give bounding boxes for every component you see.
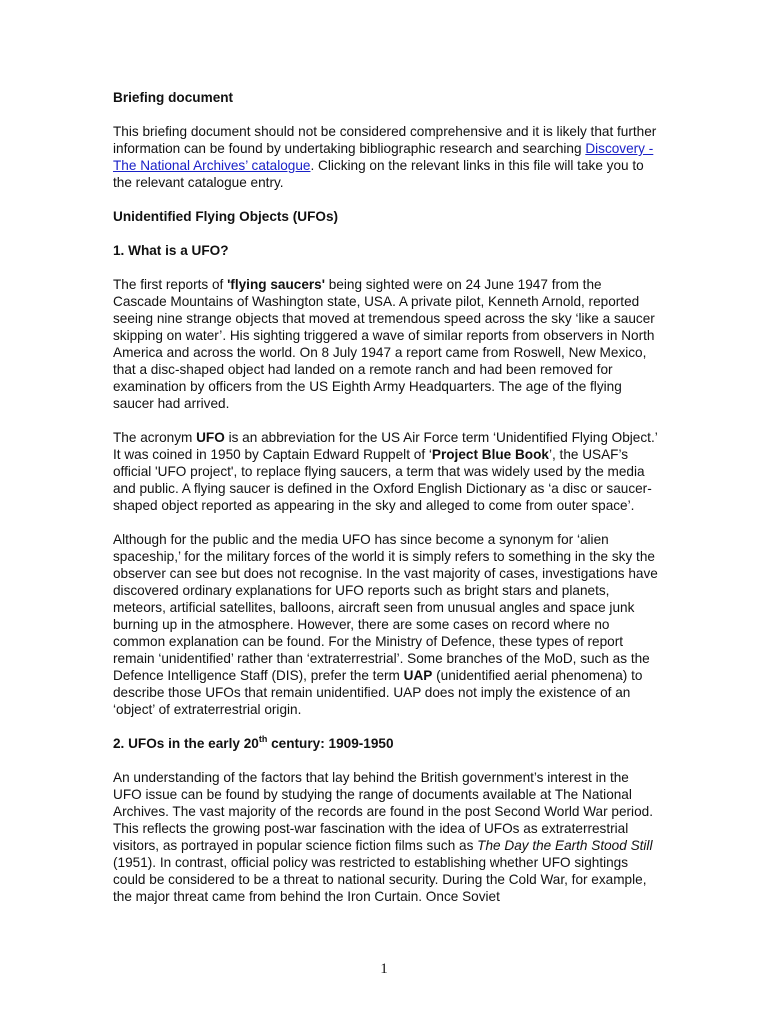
bold-term-uap: UAP [403, 668, 433, 683]
intro-text-start: This briefing document should not be considered comprehensive and it is likely that further information can be found by undertaking bibliographic research and searching [113, 124, 657, 156]
section-1-title: 1. What is a UFO? [113, 243, 229, 258]
bold-term-project-blue-book: Project Blue Book [431, 447, 549, 462]
film-title-italic: The Day the Earth Stood Still [477, 838, 653, 853]
text-run: is an abbreviation for the US Air Force term ‘Unidentified Flying Object.’ It was coined in 1950 by Captain Edward Ruppelt of ‘ [113, 430, 658, 462]
section-1-paragraph-3 [113, 531, 658, 718]
section-1-paragraph-1 [113, 276, 658, 412]
intro-paragraph [113, 123, 658, 191]
section-2-title [113, 735, 658, 752]
text-run: century: 1909-1950 [267, 736, 394, 751]
bold-term-ufo: UFO [196, 430, 225, 445]
document-page [113, 89, 658, 905]
text-run: An understanding of the factors that lay behind the British government’s interest in the UFO issue can be found by studying the range of documents available at The National Archives. The vast majority of the records are found in the post Second World War period. This reflects the growing post-war fascination with the idea of UFOs as extraterrestrial visitors, as portrayed in popular science fiction films such as [113, 770, 653, 853]
intro-text-end: . Clicking on the relevant links in this file will take you to the relevant catalogue entry. [113, 158, 644, 190]
text-run: ’, the USAF’s official 'UFO project', to replace flying saucers, a term that was widely used by the media and public. A flying saucer is defined in the Oxford English Dictionary as ‘a disc or saucer-shaped object reported as appearing in the sky and alleged to come from outer space’. [113, 447, 652, 513]
text-run: The acronym [113, 430, 197, 445]
text-run: being sighted were on 24 June 1947 from the Cascade Mountains of Washington state, USA. A private pilot, Kenneth Arnold, reported seeing nine strange objects that moved at tremendous speed across the sky ‘like a saucer skipping on water’. His sighting triggered a wave of similar reports from observers in North America and across the world. On 8 July 1947 a report came from Roswell, New Mexico, that a disc-shaped object had landed on a remote ranch and had been removed for examination by officers from the US Eighth Army Headquarters. The age of the flying saucer had arrived. [113, 277, 655, 411]
text-run: (unidentified aerial phenomena) to describe those UFOs that remain unidentified. UAP does not imply the existence of an ‘object’ of extraterrestrial origin. [113, 668, 643, 717]
ordinal-superscript: th [258, 734, 268, 744]
text-run: Although for the public and the media UFO has since become a synonym for ‘alien spaceship,’ for the military forces of the world it is simply refers to something in the sky the observer can see but does not recognise. In the vast majority of cases, investigations have discovered ordinary explanations for UFO reports such as bright stars and planets, meteors, artificial satellites, balloons, aircraft seen from unusual angles and space junk burning up in the atmosphere. However, there are some cases on record where no common explanation can be found. For the Ministry of Defence, these types of report remain ‘unidentified’ rather than ‘extraterrestrial’. Some branches of the MoD, such as the Defence Intelligence Staff (DIS), prefer the term [113, 532, 658, 683]
discovery-catalogue-link[interactable]: Discovery - The National Archives’ catalogue [113, 141, 654, 173]
document-subtitle: Unidentified Flying Objects (UFOs) [113, 209, 339, 224]
bold-term-flying-saucers: 'flying saucers' [227, 277, 325, 292]
text-run: 2. UFOs in the early 20 [113, 736, 259, 751]
page-number: 1 [380, 961, 388, 977]
text-run: (1951). In contrast, official policy was restricted to establishing whether UFO sightings could be considered to be a threat to national security. During the Cold War, for example, the major threat came from behind the Iron Curtain. Once Soviet [113, 855, 647, 904]
section-1-paragraph-2 [113, 429, 658, 514]
text-run: The first reports of [113, 277, 228, 292]
section-2-paragraph-1 [113, 769, 658, 905]
document-heading: Briefing document [113, 90, 234, 105]
